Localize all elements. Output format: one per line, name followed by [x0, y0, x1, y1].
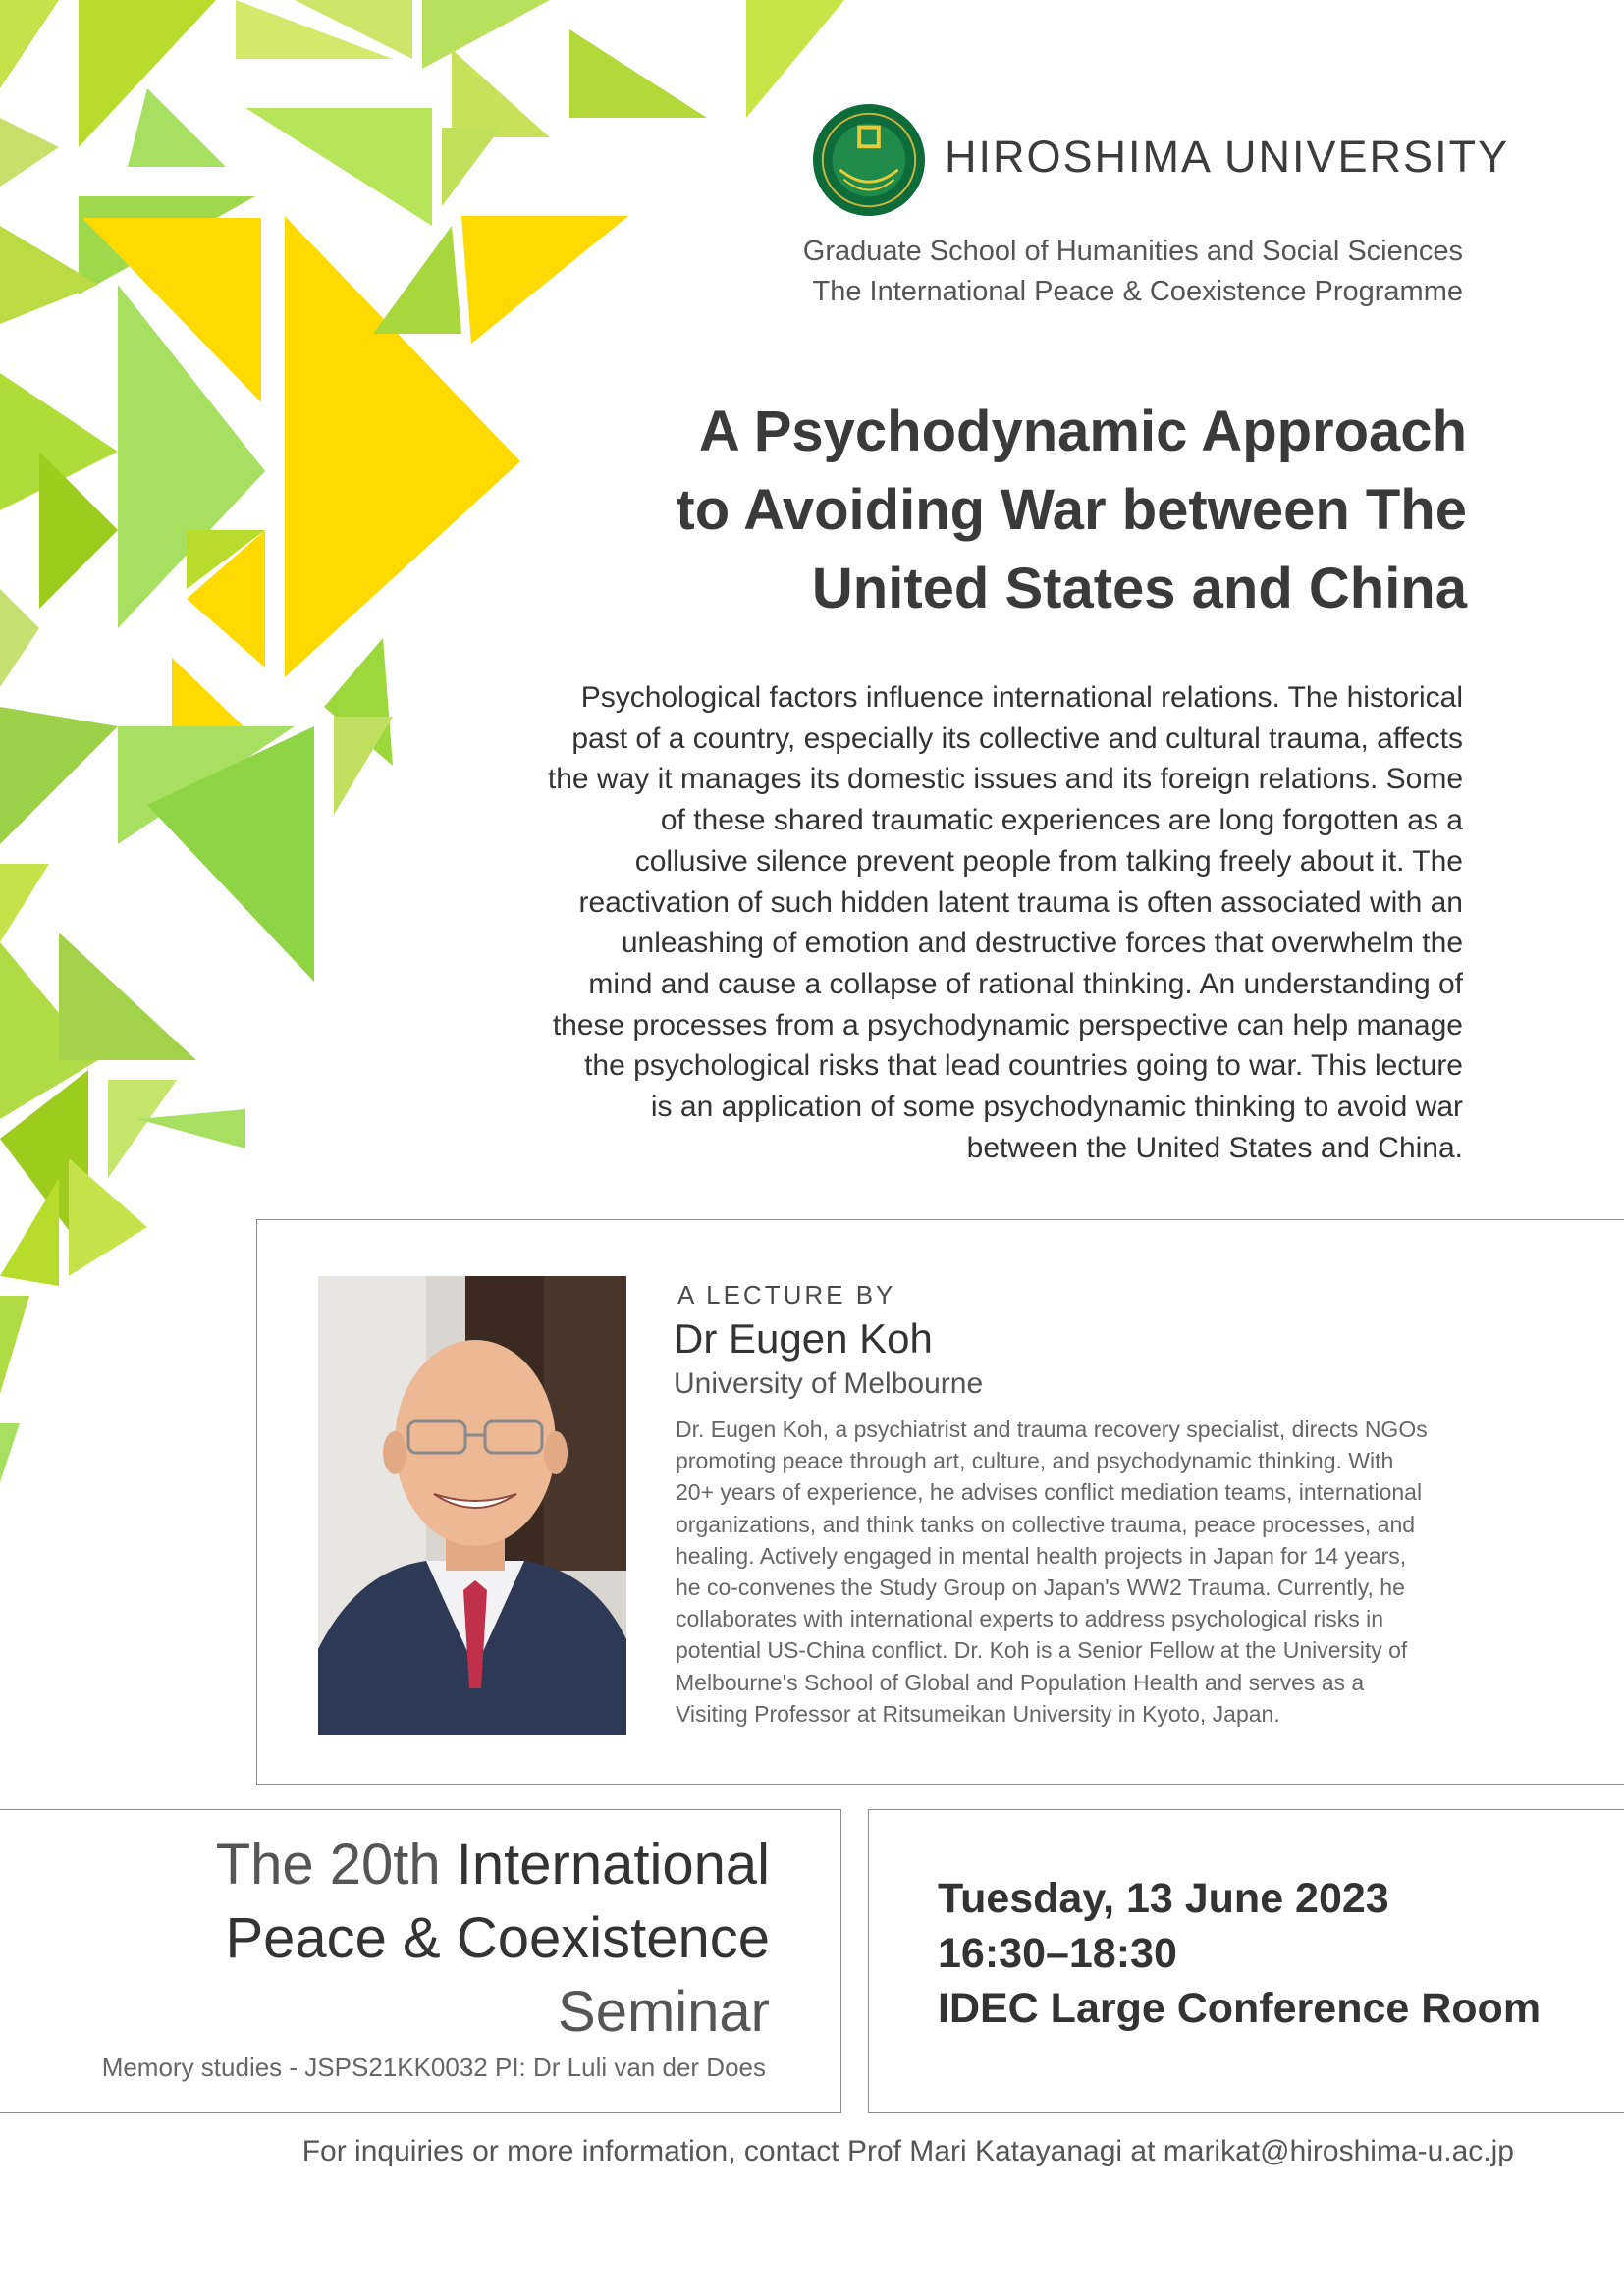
contact-info: For inquiries or more information, contact Prof Mari Katayanagi at marikat@hiroshima-u.ac.jp — [301, 2135, 1514, 2167]
mosaic-triangle — [334, 717, 393, 815]
abstract-line: past of a country, especially its collective and cultural trauma, affects — [571, 721, 1463, 755]
speaker-bio — [676, 1414, 1540, 1730]
seminar-international: International — [456, 1833, 770, 1896]
abstract — [452, 677, 1463, 1168]
abstract-line: the way it manages its domestic issues and its foreign relations. Some — [547, 763, 1463, 796]
programme-name: The International Peace & Coexistence Programme — [812, 276, 1463, 307]
mosaic-triangle — [59, 933, 196, 1060]
bio-line: Melbourne's School of Global and Population Health and serves as a — [676, 1669, 1365, 1695]
mosaic-triangle — [0, 707, 118, 844]
mosaic-triangle — [461, 216, 628, 344]
hiroshima-university-logo — [811, 102, 927, 218]
event-time: 16:30–18:30 — [938, 1930, 1177, 1977]
mosaic-triangle — [137, 1109, 245, 1148]
mosaic-triangle — [373, 226, 461, 334]
abstract-line: collusive silence prevent people from talking freely about it. The — [634, 844, 1463, 878]
lecture-by-label: A LECTURE BY — [677, 1280, 896, 1309]
speaker-photo — [318, 1276, 626, 1735]
bio-line: collaborates with international experts to address psychological risks in — [676, 1606, 1384, 1632]
mosaic-triangle — [39, 452, 118, 609]
mosaic-triangle — [0, 1423, 20, 1482]
bio-line: organizations, and think tanks on collective trauma, peace processes, and — [676, 1511, 1416, 1537]
department-block — [803, 232, 1463, 312]
mosaic-triangle — [569, 29, 707, 118]
mosaic-triangle — [0, 864, 49, 942]
mosaic-triangle — [245, 108, 432, 226]
title-line: United States and China — [811, 557, 1467, 620]
abstract-line: between the United States and China. — [966, 1131, 1463, 1164]
seminar-edition: The 20th — [215, 1833, 441, 1896]
bio-line: Dr. Eugen Koh, a psychiatrist and trauma recovery specialist, directs NGOs — [676, 1416, 1428, 1442]
event-venue: IDEC Large Conference Room — [938, 1985, 1542, 2032]
mosaic-triangle — [0, 0, 59, 88]
mosaic-triangle — [442, 128, 501, 206]
bio-line: potential US-China conflict. Dr. Koh is a Senior Fellow at the University of — [676, 1637, 1408, 1664]
grant-info: Memory studies - JSPS21KK0032 PI: Dr Luli van der Does — [101, 2053, 766, 2082]
mosaic-triangle — [0, 1178, 59, 1286]
seminar-title — [216, 1828, 770, 2049]
lecture-title — [505, 393, 1467, 628]
seminar-title-line: Peace & Coexistence — [225, 1906, 770, 1970]
abstract-line: these processes from a psychodynamic perspective can help manage — [552, 1008, 1463, 1041]
bio-line: 20+ years of experience, he advises conflict mediation teams, international — [676, 1479, 1423, 1506]
university-name: HIROSHIMA UNIVERSITY — [945, 132, 1510, 182]
mosaic-triangle — [452, 49, 550, 137]
mosaic-triangle — [108, 1080, 177, 1178]
bio-line: Visiting Professor at Ritsumeikan University in Kyoto, Japan. — [676, 1700, 1280, 1727]
abstract-line: the psychological risks that lead countries going to war. This lecture — [584, 1049, 1463, 1083]
abstract-line: mind and cause a collapse of rational thinking. An understanding of — [588, 967, 1463, 1000]
title-line: A Psychodynamic Approach — [698, 400, 1467, 463]
mosaic-triangle — [0, 589, 39, 687]
mosaic-triangle — [0, 1296, 29, 1394]
seminar-title-line — [216, 1828, 770, 1901]
mosaic-triangle — [0, 118, 59, 187]
speaker-name: Dr Eugen Koh — [674, 1315, 933, 1362]
abstract-line: of these shared traumatic experiences are long forgotten as a — [660, 804, 1463, 837]
abstract-line: is an application of some psychodynamic thinking to avoid war — [650, 1091, 1463, 1124]
bio-line: promoting peace through art, culture, and psychodynamic thinking. With — [676, 1448, 1394, 1474]
title-line: to Avoiding War between The — [676, 478, 1467, 542]
abstract-line: Psychological factors influence international relations. The historical — [580, 681, 1463, 714]
seminar-title-line: Seminar — [558, 1980, 770, 2044]
mosaic-triangle — [422, 0, 550, 69]
abstract-line: unleashing of emotion and destructive forces that overwhelm the — [621, 927, 1463, 960]
bio-line: he co-convenes the Study Group on Japan's WW2 Trauma. Currently, he — [676, 1575, 1405, 1601]
mosaic-triangle — [128, 88, 226, 167]
abstract-line: reactivation of such hidden latent trauma is often associated with an — [578, 885, 1463, 919]
mosaic-triangle — [746, 0, 844, 118]
school-name: Graduate School of Humanities and Social Sciences — [802, 236, 1463, 267]
bio-line: healing. Actively engaged in mental health projects in Japan for 14 years, — [676, 1542, 1407, 1569]
speaker-affiliation: University of Melbourne — [674, 1367, 984, 1400]
event-date: Tuesday, 13 June 2023 — [938, 1875, 1389, 1922]
